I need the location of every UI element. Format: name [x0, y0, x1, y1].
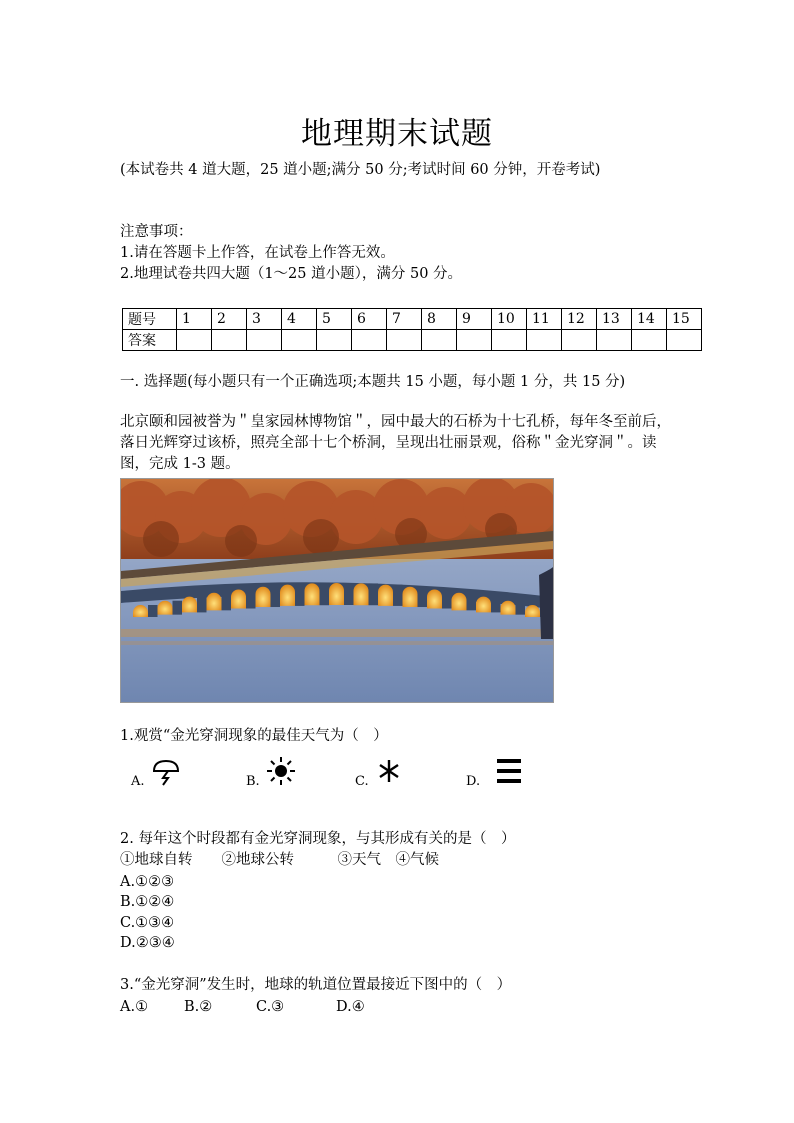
section-heading: 一. 选择题(每小题只有一个正确选项;本题共 15 小题，每小题 1 分，共 15 分)	[120, 374, 626, 390]
answer-cell[interactable]	[177, 330, 212, 351]
answer-table-answer-row	[123, 330, 702, 351]
question-3-option: C.③	[256, 999, 285, 1015]
question-number: 12	[562, 309, 597, 330]
answer-cell[interactable]	[212, 330, 247, 351]
question-2-option: B.①②④	[120, 894, 175, 910]
answer-cell[interactable]	[597, 330, 632, 351]
question-number: 7	[387, 309, 422, 330]
notes-heading: 注意事项：	[120, 224, 193, 240]
bridge-pier	[344, 583, 354, 605]
bridge-arch	[378, 585, 393, 606]
thunderstorm-icon	[150, 757, 182, 787]
answer-cell[interactable]	[317, 330, 352, 351]
answer-table-number-row	[123, 309, 702, 330]
reading-passage: 北京颐和园被誉为＂皇家园林博物馆＂，园中最大的石桥为十七孔桥，每年冬至前后，落日光辉穿过该桥，照亮全部十七个桥洞，呈现出壮丽景观，俗称＂金光穿洞＂。读图，完成 1-3 题。	[120, 414, 671, 472]
bridge-photo	[120, 478, 554, 703]
row-label: 题号	[123, 309, 177, 330]
question-number: 3	[247, 309, 282, 330]
bridge-pier	[320, 583, 330, 605]
question-number: 10	[492, 309, 527, 330]
bridge-arch	[329, 583, 344, 605]
bridge-pier	[173, 601, 183, 615]
note-item: 2.地理试卷共四大题（1～25 道小题），满分 50 分。	[120, 266, 463, 282]
bridge-arch	[476, 597, 491, 613]
bridge-pier	[467, 593, 477, 611]
bridge-pier	[197, 597, 207, 613]
option-b-label: B.	[246, 774, 260, 789]
question-1: 1.观赏“金光穿洞现象的最佳天气为（ ）	[120, 728, 388, 744]
bridge-arch	[452, 593, 467, 611]
bridge-arch	[403, 587, 418, 607]
answer-cell[interactable]	[422, 330, 457, 351]
question-number: 5	[317, 309, 352, 330]
question-number: 1	[177, 309, 212, 330]
bridge-arch	[354, 583, 369, 605]
bridge-arch	[207, 593, 222, 611]
bridge-pier	[442, 589, 452, 608]
question-number: 6	[352, 309, 387, 330]
question-2-option: A.①②③	[120, 874, 175, 890]
question-number: 2	[212, 309, 247, 330]
answer-cell[interactable]	[387, 330, 422, 351]
question-3: 3.“金光穿洞”发生时，地球的轨道位置最接近下图中的（ ）	[120, 977, 512, 993]
question-number: 13	[597, 309, 632, 330]
bridge-pier	[295, 585, 305, 606]
question-number: 4	[282, 309, 317, 330]
exam-info: (本试卷共 4 道大题，25 道小题;满分 50 分;考试时间 60 分钟，开卷考试)	[120, 162, 601, 178]
question-number: 11	[527, 309, 562, 330]
bridge-arch	[182, 597, 197, 613]
question-2: 2. 每年这个时段都有金光穿洞现象，与其形成有关的是（ ）	[120, 831, 516, 847]
question-number: 14	[632, 309, 667, 330]
bridge-arch	[256, 587, 271, 607]
sunny-icon	[266, 756, 296, 786]
answer-cell[interactable]	[667, 330, 702, 351]
bridge-pier	[491, 597, 501, 613]
question-2-choices: ①地球自转 ②地球公转 ③天气 ④气候	[120, 852, 439, 868]
bridge-pier	[222, 593, 232, 611]
question-2-option: D.②③④	[120, 935, 175, 951]
answer-cell[interactable]	[562, 330, 597, 351]
answer-cell[interactable]	[352, 330, 387, 351]
answer-cell[interactable]	[457, 330, 492, 351]
question-3-option: B.②	[184, 999, 213, 1015]
bridge-arch	[305, 583, 320, 605]
page-title: 地理期末试题	[301, 116, 493, 152]
bridge-arch	[280, 585, 295, 606]
bridge-pier	[148, 605, 158, 617]
snow-icon	[376, 758, 402, 784]
question-3-option: D.④	[336, 999, 365, 1015]
bridge-arch	[231, 589, 246, 608]
bridge-pier	[393, 585, 403, 606]
answer-cell[interactable]	[247, 330, 282, 351]
question-3-option: A.①	[120, 999, 149, 1015]
bridge-pier	[271, 587, 281, 607]
answer-cell[interactable]	[282, 330, 317, 351]
row-label: 答案	[123, 330, 177, 351]
note-item: 1.请在答题卡上作答，在试卷上作答无效。	[120, 245, 395, 261]
answer-cell[interactable]	[492, 330, 527, 351]
option-a-label: A.	[131, 774, 145, 789]
bridge-pier	[516, 601, 526, 615]
answer-cell[interactable]	[527, 330, 562, 351]
question-number: 15	[667, 309, 702, 330]
bridge-pier	[418, 587, 428, 607]
answer-table	[122, 308, 702, 351]
option-c-label: C.	[355, 774, 369, 789]
answer-cell[interactable]	[632, 330, 667, 351]
option-d-label: D.	[466, 774, 481, 789]
question-number: 8	[422, 309, 457, 330]
bridge-pier	[246, 589, 256, 608]
fog-icon	[496, 757, 522, 785]
bridge-arch	[427, 589, 442, 608]
question-2-option: C.①③④	[120, 915, 175, 931]
bridge-pier	[369, 583, 379, 605]
question-number: 9	[457, 309, 492, 330]
